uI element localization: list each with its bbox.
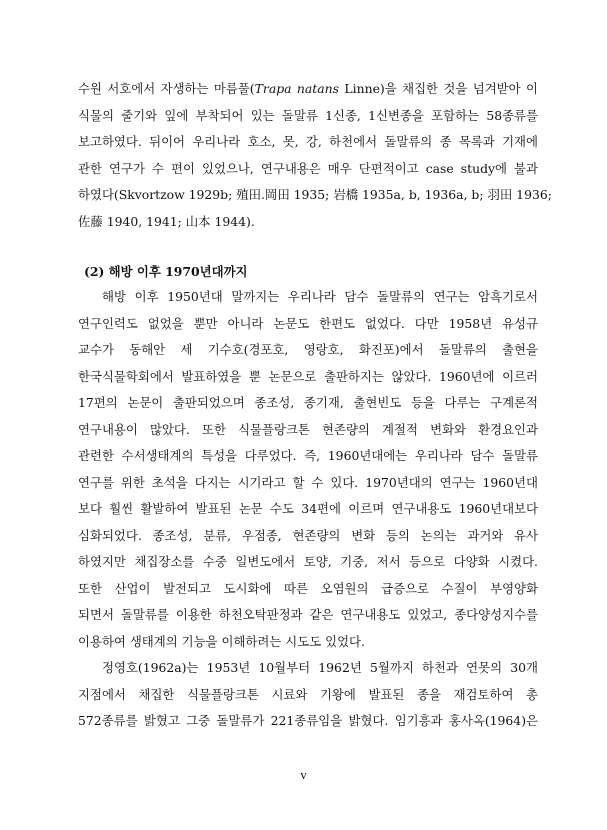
text-line: 佐藤 1940, 1941; 山本 1944). (78, 213, 255, 229)
text-line: 식물의 줄기와 잎에 부착되어 있는 돌말류 1신종, 1신변종을 포함하는 58종류를 (78, 107, 538, 123)
page-number: v (300, 767, 307, 782)
paragraph-jung-1962 (78, 655, 538, 735)
text-line: 연구를 위한 초석을 다지는 시기라고 할 수 있다. 1970년대의 연구는 1960년대 (78, 474, 538, 490)
text-line: 관련한 수서생태계의 특성을 다루었다. 즉, 1960년대에는 우리나라 담수 돌말류 (78, 448, 538, 463)
text-line: 이용하여 생태계의 기능을 이해하려는 시도도 있었다. (78, 633, 365, 649)
text-line: 하였다(Skvortzow 1929b; 殖田.岡田 1935; 岩橋 1935a, b, 1936a, b; 羽田 1936; (78, 187, 552, 202)
text-line: 교수가 동해안 세 기수호(경포호, 영랑호, 화진포)에서 돌말류의 출현을 (78, 342, 538, 357)
text-line: 되면서 돌말류를 이용한 하천오탁판정과 같은 연구내용도 있었고, 종다양성지수를 (78, 607, 538, 622)
text-line: 심화되었다. 종조성, 분류, 우점종, 현존량의 변화 등의 논의는 과거와 유사 (78, 527, 538, 543)
text-line: 수원 서호에서 자생하는 마름풀(Trapa natans Linne)을 채집한 것을 넘겨받아 이 (78, 81, 538, 96)
text-line: 지점에서 채집한 식물플랑크톤 시료와 기왕에 발표된 종을 재검토하여 총 (78, 686, 538, 702)
text-line: 관한 연구가 수 편이 있었으나, 연구내용은 매우 단편적이고 case study에 불과 (78, 160, 538, 176)
text-line: 보다 훨씬 활발하여 발표된 논문 수도 34편에 이르며 연구내용도 1960년대보다 (78, 501, 538, 516)
text-line: 연구내용이 많았다. 또한 식물플랑크톤 현존량의 계절적 변화와 환경요인과 (78, 421, 538, 437)
paragraph-intro (78, 76, 552, 235)
text-line: 17편의 논문이 출판되었으며 종조성, 종기재, 출현빈도 등을 다루는 구계론적 (78, 395, 538, 410)
text-line: 572종류를 밝혔고 그중 돌말류가 221종류임을 밝혔다. 임기흥과 홍사옥(1964)은 (78, 713, 538, 728)
paragraph-post-liberation (78, 284, 538, 655)
text-line: 하였지만 채집장소를 수중 일변도에서 토양, 기중, 저서 등으로 다양화 시켰다. (78, 554, 538, 569)
text-line: 보고하였다. 뒤이어 우리나라 호소, 못, 강, 하천에서 돌말류의 종 목록과 기재에 (78, 134, 538, 149)
text-line: 또한 산업이 발전되고 도시화에 따른 오염원의 급증으로 수질이 부영양화 (78, 580, 538, 596)
text-line: 정영호(1962a)는 1953년 10월부터 1962년 5월까지 하천과 연못의 30개 (102, 660, 538, 675)
text-line: 해방 이후 1950년대 말까지는 우리나라 담수 돌말류의 연구는 암흑기로서 (102, 289, 538, 304)
section-heading: (2) 해방 이후 1970년대까지 (84, 264, 248, 279)
text-line: 연구인력도 없었을 뿐만 아니라 논문도 한편도 없었다. 다만 1958년 유성규 (78, 315, 538, 331)
text-line: 한국식물학회에서 발표하였을 뿐 논문으로 출판하지는 않았다. 1960년에 이르러 (78, 368, 538, 384)
species-name: Trapa natans (254, 81, 340, 96)
